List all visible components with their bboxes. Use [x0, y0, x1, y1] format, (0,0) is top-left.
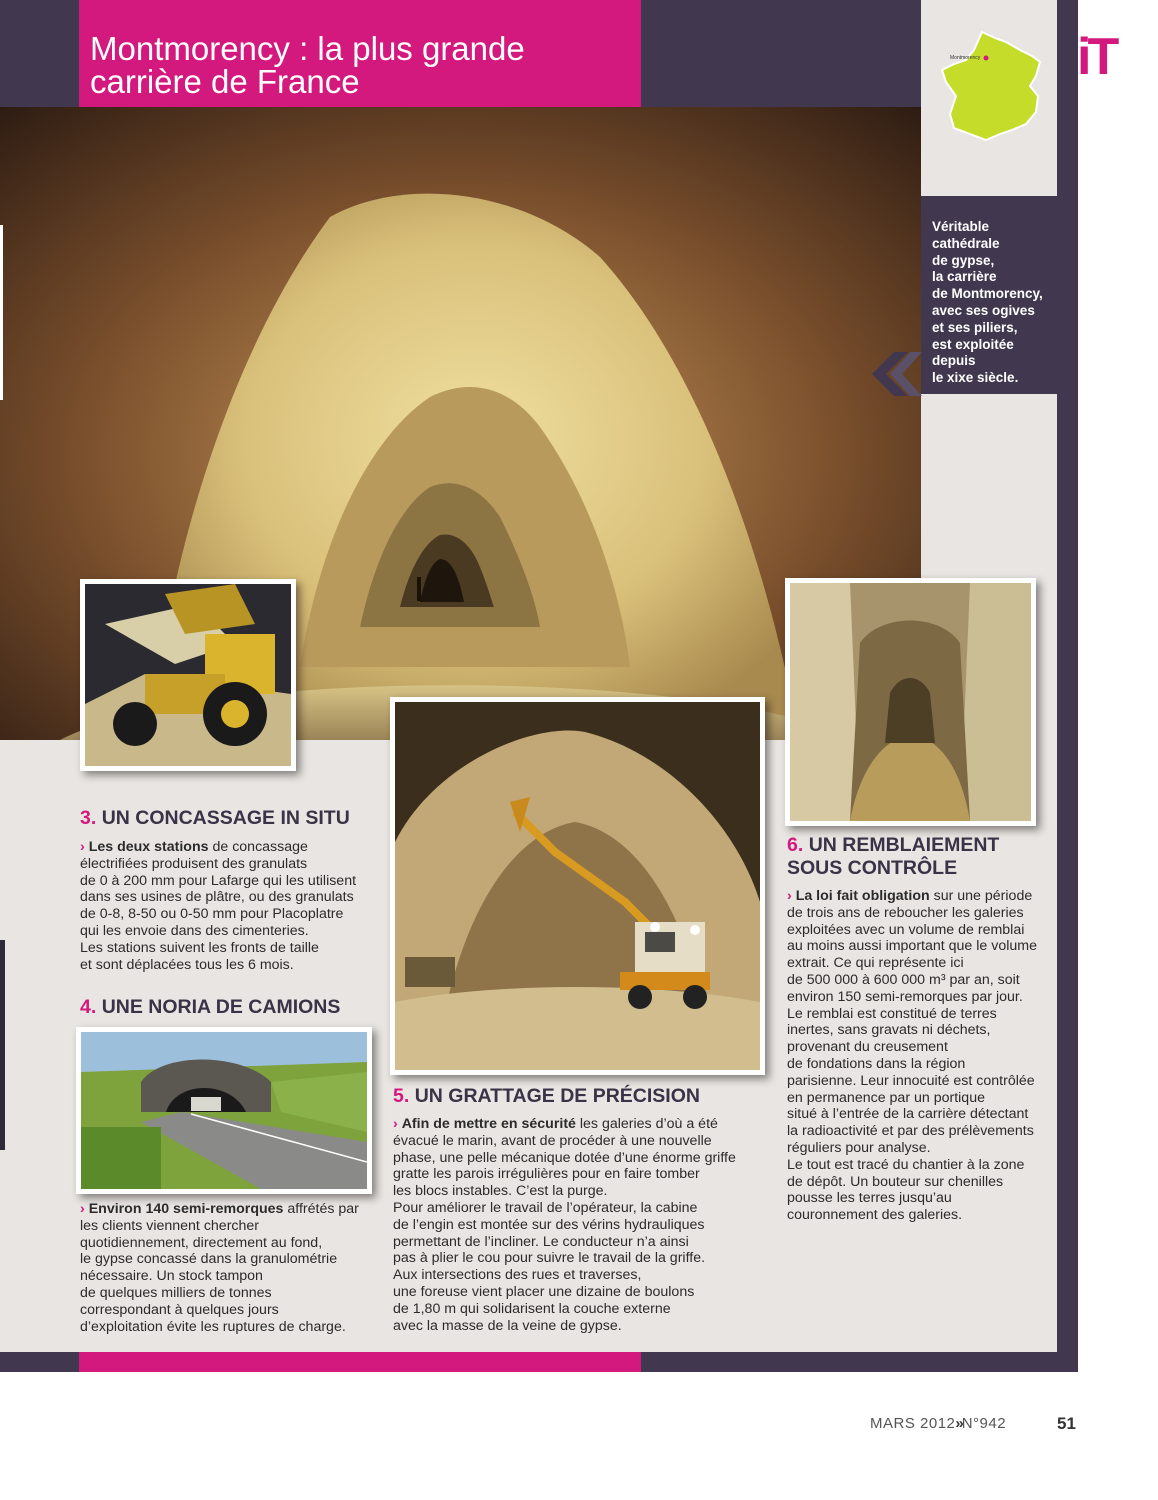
photo-backfilled-gallery	[785, 578, 1036, 826]
section-body: › Les deux stations de concassage électrifiées produisent des granulats de 0 à 200 mm pour Lafarge qui les utilisent dans ses usines de plâtre, ou des granulats de 0-8, 8-50 ou 0-50 mm pour Placoplatre qui les envoie dans des cimenteries. Les stations suivent les fronts de taille et sont déplacées tous les 6 mois.	[80, 839, 357, 973]
bullet-arrow-icon: ›	[787, 888, 792, 904]
page-number: 51	[1057, 1414, 1076, 1433]
section-heading: 5. UN GRATTAGE DE PRÉCISION	[393, 1085, 700, 1107]
section-6	[787, 834, 1057, 1224]
section-tag: iT	[1077, 28, 1116, 86]
france-map-icon	[940, 30, 1045, 142]
photo-loader	[80, 579, 296, 771]
issue-info: MARS 2012»N°942	[870, 1415, 1007, 1432]
photo-excavator	[390, 697, 765, 1075]
section-4-body: › Environ 140 semi-remorques affrétés par les clients viennent chercher quotidiennement, directement au fond, le gypse concassé dans la granulométrie nécessaire. Un stock tampon de quelques milliers de tonnes correspondant à quelques jours d’exploitation évite les ruptures de charge.	[80, 1201, 359, 1335]
page-title: Montmorency : la plus grande carrière de France	[90, 30, 525, 100]
section-heading: 3. UN CONCASSAGE IN SITU	[80, 807, 350, 829]
section-heading: 6. UN REMBLAIEMENT SOUS CONTRÔLE	[787, 834, 1000, 879]
section-body: › Afin de mettre en sécurité les galeries d’où a été évacué le marin, avant de procéder à une nouvelle phase, une pelle mécanique dotée d’une énorme griffe gratte les parois irrégulières pour en faire tomber les blocs instables. C’est la purge. Pour améliorer le travail de l’opérateur, la cabine de l’engin est montée sur des vérins hydrauliques permettant de l’incliner. Le conducteur n’a ainsi pas à plier le cou pour suivre le travail de la griffe. Aux intersections des rues et traverses, une foreuse vient placer une dizaine de boulons de 1,80 m qui solidarisent la couche externe avec la masse de la veine de gypse.	[393, 1116, 736, 1334]
section-5	[393, 1085, 773, 1334]
photo-caption: Véritable cathédrale de gypse, la carrière de Montmorency, avec ses ogives et ses piliers, est exploitée depuis le xixe siècle.	[932, 219, 1043, 386]
bottom-accent-band	[79, 1352, 641, 1372]
photo-truck-tunnel	[76, 1027, 372, 1194]
edge-mark	[0, 225, 3, 400]
caption-pointer-icon	[864, 352, 924, 396]
section-3	[80, 807, 380, 973]
edge-mark	[0, 940, 5, 1150]
bullet-arrow-icon: ›	[393, 1116, 398, 1132]
section-heading: 4. UNE NORIA DE CAMIONS	[80, 996, 341, 1018]
bullet-arrow-icon: ›	[80, 1201, 85, 1217]
bullet-arrow-icon: ›	[80, 839, 85, 855]
double-chevron-icon: »	[955, 1415, 962, 1432]
section-4	[80, 996, 380, 1019]
map-label: Montmorency	[950, 55, 981, 61]
section-body: › La loi fait obligation sur une période de trois ans de reboucher les galeries exploitées avec un volume de remblai au moins aussi important que le volume extrait. Ce qui représente ici de 500 000 à 600 000 m³ par an, soit environ 150 semi-remorques par jour. Le remblai est constitué de terres inertes, sans gravats ni déchets, provenant du creusement de fondations dans la région parisienne. Leur innocuité est contrôlée en permanence par un portique situé à l’entrée de la carrière détectant la radioactivité et par des prélèvements réguliers pour analyse. Le tout est tracé du chantier à la zone de dépôt. Un bouteur sur chenilles pousse les terres jusqu’au couronnement des galeries.	[787, 888, 1037, 1224]
